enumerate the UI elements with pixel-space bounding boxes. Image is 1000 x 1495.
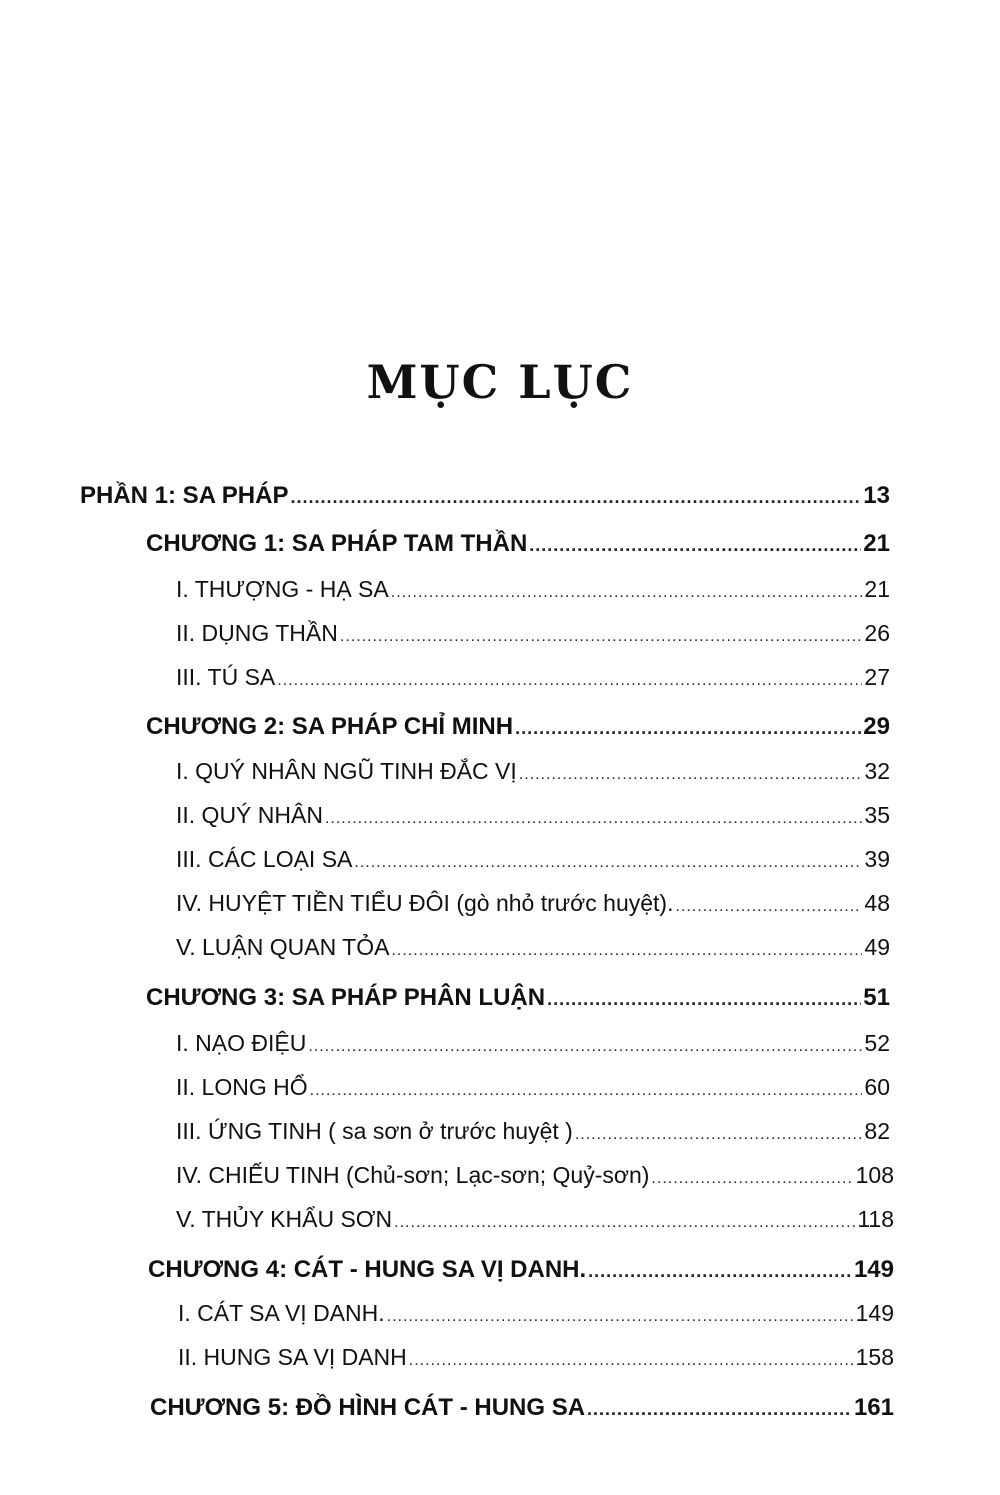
toc-entry-page: 29 xyxy=(863,713,890,740)
toc-entry-section xyxy=(176,576,890,603)
toc-entry-section xyxy=(176,620,890,647)
toc-entry-page: 60 xyxy=(864,1074,890,1100)
toc-entry-chapter xyxy=(148,1256,894,1284)
toc-entry-page: 82 xyxy=(864,1118,890,1144)
toc-entry-label: I. NẠO ĐIỆU xyxy=(176,1030,307,1056)
toc-entry-chapter xyxy=(146,530,890,558)
toc-entry-section xyxy=(176,1162,894,1189)
toc-entry-section xyxy=(178,1344,894,1371)
toc-entry-label: IV. CHIẾU TINH (Chủ-sơn; Lạc-sơn; Quỷ-sơn) xyxy=(176,1162,650,1188)
toc-entry-section xyxy=(176,1206,894,1233)
toc-entry-label: III. ỨNG TINH ( sa sơn ở trước huyệt ) xyxy=(176,1118,573,1144)
toc-entry-page: 52 xyxy=(864,1030,890,1056)
dot-leader xyxy=(308,1038,862,1056)
dot-leader xyxy=(519,766,863,784)
toc-entry-page: 51 xyxy=(863,984,890,1011)
dot-leader xyxy=(587,1399,852,1420)
toc-entry-section xyxy=(176,846,890,873)
toc-entry-part xyxy=(80,482,890,510)
toc-entry-section xyxy=(176,1030,890,1057)
toc-entry-label: III. TÚ SA xyxy=(176,664,276,690)
toc-entry-label: III. CÁC LOẠI SA xyxy=(176,846,353,872)
dot-leader xyxy=(290,487,861,508)
toc-entry-page: 158 xyxy=(855,1344,894,1370)
dot-leader xyxy=(651,1170,853,1188)
page-title: MỤC LỤC xyxy=(366,355,634,409)
dot-leader xyxy=(310,1082,863,1100)
toc-entry-label: II. LONG HỔ xyxy=(176,1074,308,1100)
toc-entry-label: II. DỤNG THẦN xyxy=(176,620,338,646)
toc-entry-section xyxy=(176,890,890,917)
toc-entry-section xyxy=(176,758,890,785)
toc-entry-label: IV. HUYỆT TIỀN TIỂU ĐÔI (gò nhỏ trước huyệt). xyxy=(176,890,674,916)
toc-entry-label: I. CÁT SA VỊ DANH. xyxy=(178,1300,385,1326)
dot-leader xyxy=(394,1214,855,1232)
toc-entry-page: 118 xyxy=(857,1206,894,1232)
toc-entry-section xyxy=(176,1118,890,1145)
toc-entry-label: I. THƯỢNG - HẠ SA xyxy=(176,576,389,602)
dot-leader xyxy=(391,584,863,602)
toc-entry-section xyxy=(176,664,890,691)
toc-entry-page: 108 xyxy=(855,1162,894,1188)
dot-leader xyxy=(588,1261,852,1282)
toc-entry-page: 21 xyxy=(864,576,890,602)
toc-entry-chapter xyxy=(146,713,890,741)
toc-entry-label: V. LUẬN QUAN TỎA xyxy=(176,934,390,960)
dot-leader xyxy=(277,672,862,690)
toc-entry-label: PHẦN 1: SA PHÁP xyxy=(80,482,289,509)
toc-entry-page: 149 xyxy=(855,1300,894,1326)
toc-entry-label: CHƯƠNG 5: ĐỒ HÌNH CÁT - HUNG SA xyxy=(150,1394,586,1421)
dot-leader xyxy=(529,535,861,556)
dot-leader xyxy=(387,1308,854,1326)
dot-leader xyxy=(547,989,861,1010)
toc-entry-label: II. HUNG SA VỊ DANH xyxy=(178,1344,407,1370)
dot-leader xyxy=(354,854,862,872)
toc-entry-label: CHƯƠNG 2: SA PHÁP CHỈ MINH xyxy=(146,713,514,740)
toc-entry-section xyxy=(178,1300,894,1327)
toc-entry-page: 48 xyxy=(864,890,890,916)
toc-entry-page: 26 xyxy=(864,620,890,646)
toc-entry-label: CHƯƠNG 3: SA PHÁP PHÂN LUẬN xyxy=(146,984,546,1011)
dot-leader xyxy=(675,898,862,916)
dot-leader xyxy=(575,1126,863,1144)
dot-leader xyxy=(391,942,862,960)
toc-entry-page: 49 xyxy=(864,934,890,960)
dot-leader xyxy=(325,810,862,828)
toc-entry-page: 32 xyxy=(864,758,890,784)
toc-entry-chapter xyxy=(146,984,890,1012)
toc-entry-page: 21 xyxy=(863,530,890,557)
toc-entry-page: 149 xyxy=(853,1256,894,1283)
toc-entry-label: CHƯƠNG 4: CÁT - HUNG SA VỊ DANH. xyxy=(148,1256,587,1283)
toc-entry-label: V. THỦY KHẨU SƠN xyxy=(176,1206,393,1232)
dot-leader xyxy=(409,1352,854,1370)
toc-entry-label: I. QUÝ NHÂN NGŨ TINH ĐẮC VỊ xyxy=(176,758,517,784)
toc-entry-label: II. QUÝ NHÂN xyxy=(176,802,323,828)
toc-entry-section xyxy=(176,934,890,961)
dot-leader xyxy=(515,718,861,739)
dot-leader xyxy=(340,628,863,646)
toc-entry-page: 13 xyxy=(863,482,890,509)
toc-entry-page: 27 xyxy=(864,664,890,690)
toc-entry-section xyxy=(176,802,890,829)
toc-entry-section xyxy=(176,1074,890,1101)
toc-entry-chapter xyxy=(150,1394,894,1422)
toc-entry-page: 35 xyxy=(864,802,890,828)
toc-entry-page: 39 xyxy=(864,846,890,872)
toc-entry-page: 161 xyxy=(853,1394,894,1421)
toc-entry-label: CHƯƠNG 1: SA PHÁP TAM THẦN xyxy=(146,530,528,557)
